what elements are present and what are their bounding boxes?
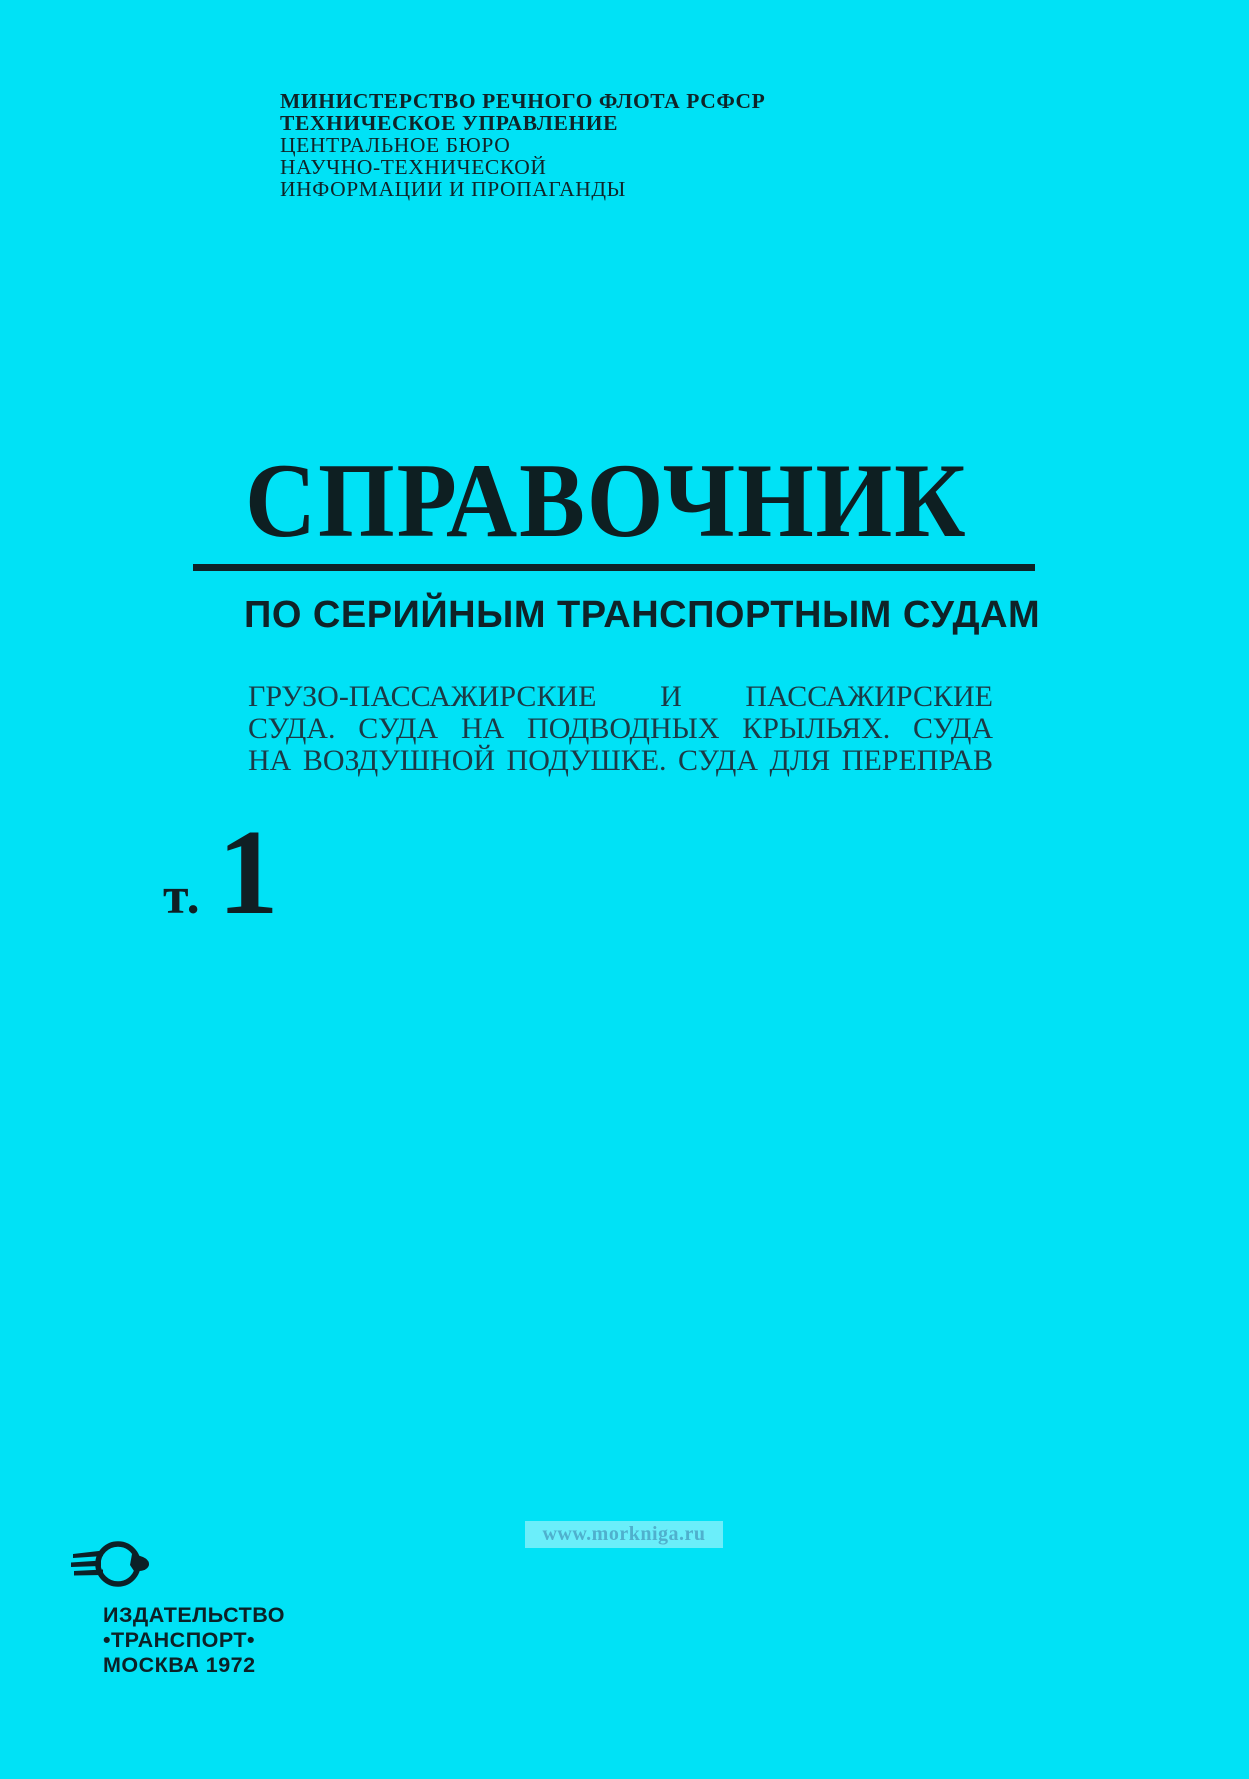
description-line: НА ВОЗДУШНОЙ ПОДУШКЕ. СУДА ДЛЯ ПЕРЕПРАВ (248, 744, 993, 777)
volume-number: 1 (217, 805, 279, 940)
description-line: ГРУЗО-ПАССАЖИРСКИЕ И ПАССАЖИРСКИЕ (248, 680, 993, 713)
book-description (248, 681, 993, 777)
book-title: СПРАВОЧНИК (245, 442, 968, 559)
book-subtitle: ПО СЕРИЙНЫМ ТРАНСПОРТНЫМ СУДАМ (244, 594, 1041, 636)
publisher-block (103, 1603, 285, 1678)
description-line: СУДА. СУДА НА ПОДВОДНЫХ КРЫЛЬЯХ. СУДА (248, 712, 993, 745)
ministry-block (280, 90, 765, 200)
ministry-line: НАУЧНО-ТЕХНИЧЕСКОЙ (280, 155, 547, 179)
title-underline (193, 564, 1035, 571)
ministry-line: МИНИСТЕРСТВО РЕЧНОГО ФЛОТА РСФСР (280, 89, 766, 113)
ministry-line: ТЕХНИЧЕСКОЕ УПРАВЛЕНИЕ (280, 111, 619, 135)
watermark-text: www.morkniga.ru (542, 1523, 706, 1545)
publisher-line: ИЗДАТЕЛЬСТВО (103, 1603, 286, 1627)
ministry-line: ИНФОРМАЦИИ И ПРОПАГАНДЫ (280, 177, 626, 201)
volume-prefix: т. (163, 868, 202, 925)
volume-label (163, 805, 279, 940)
svg-text:т: т (103, 1546, 131, 1583)
publisher-line: МОСКВА 1972 (103, 1653, 256, 1677)
transport-publisher-logo-icon (70, 1537, 158, 1595)
publisher-line: •ТРАНСПОРТ• (103, 1628, 256, 1652)
ministry-line: ЦЕНТРАЛЬНОЕ БЮРО (280, 133, 511, 157)
watermark-band (525, 1521, 723, 1548)
